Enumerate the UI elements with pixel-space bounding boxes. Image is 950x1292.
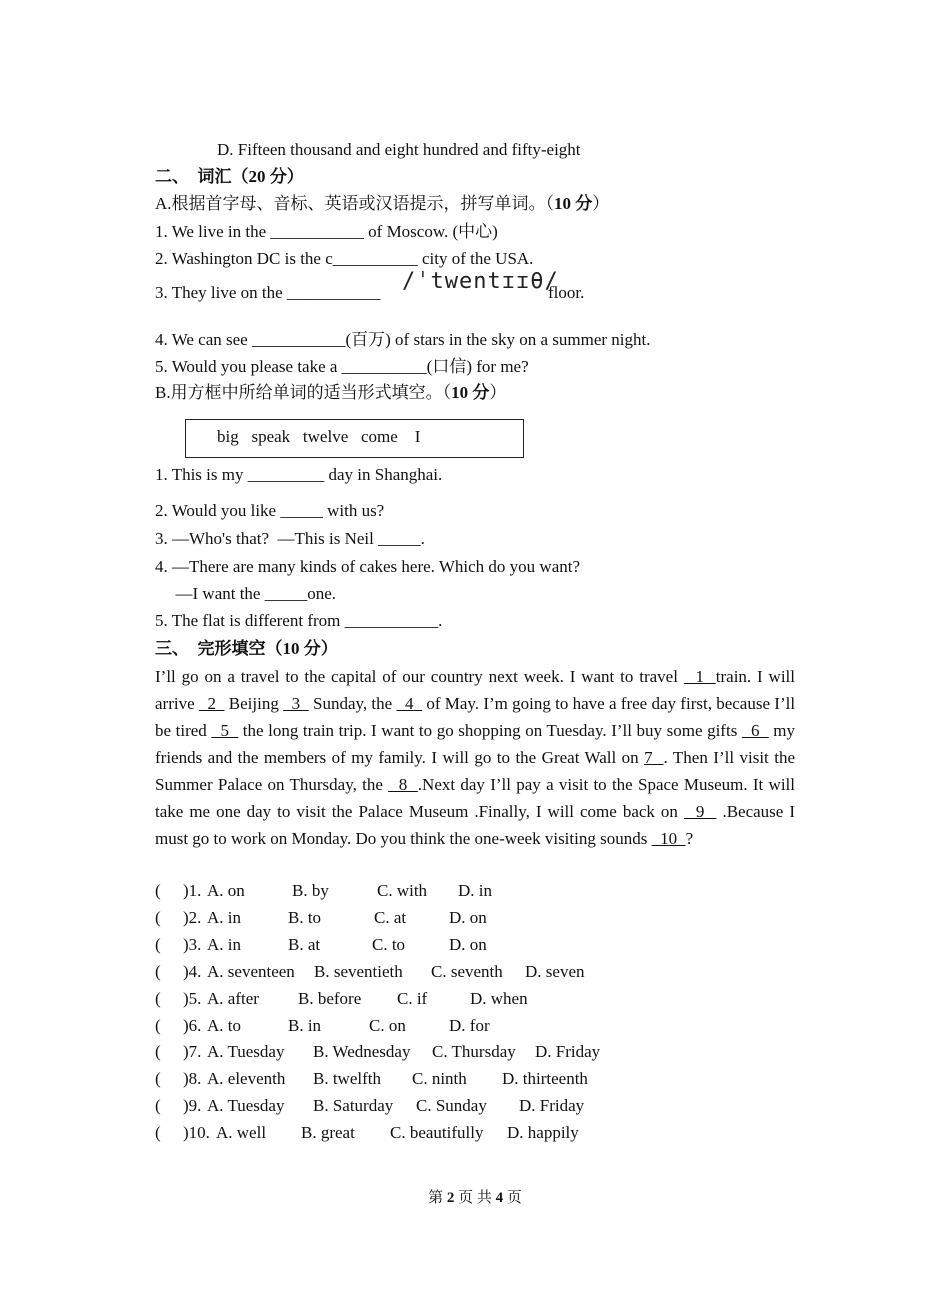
option-c: C. beautifully [390, 1123, 484, 1142]
passage-text: my friends and the members of my family. I will go to the Great Wall on [155, 721, 796, 767]
word-box [185, 419, 524, 458]
question-number: )3. [183, 935, 202, 954]
question-number: )10. [183, 1123, 210, 1142]
answer-paren: ( [155, 1069, 161, 1088]
cloze-blank: 6 [741, 721, 769, 740]
word-box-words: big speak twelve come I [217, 427, 421, 446]
partB-item-1: 1. This is my _________ day in Shanghai. [155, 465, 443, 484]
option-d: D. on [449, 935, 487, 954]
partB-item-2: 2. Would you like _____ with us? [155, 501, 385, 520]
question-number: )5. [183, 989, 202, 1008]
question-number: )2. [183, 908, 202, 927]
cloze-blank: 8 [388, 775, 418, 794]
passage-text: the long train trip. I want to go shopping on Tuesday. I’ll buy some gifts [238, 721, 742, 740]
section2-heading-num: 二、 [155, 167, 189, 186]
partB-item-4-answer: —I want the _____one. [167, 584, 337, 603]
answer-paren: ( [155, 1016, 161, 1035]
option-c: C. if [397, 989, 428, 1008]
answer-paren: ( [155, 908, 161, 927]
question-number: )1. [183, 881, 202, 900]
page-number: 2 [446, 1190, 455, 1206]
question-number: )4. [183, 962, 202, 981]
option-a: A. on [207, 881, 245, 900]
cloze-blank: 10 [651, 829, 686, 848]
answer-paren: ( [155, 1096, 161, 1115]
page-total: 4 [495, 1190, 504, 1206]
cloze-blank: 4 [396, 694, 423, 713]
cloze-blank: 9 [683, 802, 717, 821]
partA-item-3-post: floor. [548, 283, 585, 302]
option-a: A. to [207, 1016, 241, 1035]
answer-paren: ( [155, 1123, 161, 1142]
answer-paren: ( [155, 1042, 161, 1061]
passage-text: .Next day I’ll pay a visit to the Space Museum. It will take me one day to visit the Palace Museum .Finally, I will come back on [155, 775, 796, 821]
option-a: A. Tuesday [207, 1096, 285, 1115]
partA-points: 10 分 [554, 194, 593, 213]
footer-pre: 第 [428, 1190, 447, 1206]
passage-text: Sunday, the [308, 694, 397, 713]
option-c: C. Thursday [432, 1042, 516, 1061]
cloze-blank: 3 [283, 694, 309, 713]
passage-text: . Then I’ll visit the Summer Palace on Thursday, the [155, 748, 795, 794]
option-b: B. Saturday [313, 1096, 394, 1115]
option-c: C. to [372, 935, 406, 954]
partA-instruction-text: A.根据首字母、音标、英语或汉语提示，拼写单词。（ [155, 194, 555, 213]
question-number: )7. [183, 1042, 202, 1061]
option-c: C. seventh [431, 962, 503, 981]
option-b: B. Wednesday [313, 1042, 411, 1061]
section3-heading-text: 完形填空（10 分） [197, 639, 338, 658]
cloze-passage [155, 663, 795, 852]
partB-close: ） [489, 383, 507, 402]
section3-heading-num: 三、 [155, 639, 189, 658]
option-c: C. on [369, 1016, 406, 1035]
option-c: C. with [377, 881, 428, 900]
passage-text: of May. I’m going to have a free day first, because I’ll be tired [155, 694, 796, 740]
option-d: D. on [449, 908, 487, 927]
cloze-blank: 2 [198, 694, 225, 713]
page-footer [0, 1186, 950, 1207]
option-a: A. Tuesday [207, 1042, 285, 1061]
answer-paren: ( [155, 989, 161, 1008]
option-d: D. Friday [535, 1042, 601, 1061]
option-a: A. in [207, 908, 241, 927]
footer-post: 页 [503, 1190, 522, 1206]
section2-heading [155, 166, 304, 188]
answer-paren: ( [155, 881, 161, 900]
option-b: B. twelfth [313, 1069, 381, 1088]
option-d: D. seven [525, 962, 585, 981]
partA-item-1: 1. We live in the ___________ of Moscow. (中心) [155, 222, 498, 241]
answer-paren: ( [155, 962, 161, 981]
partA-instruction [155, 193, 609, 215]
partA-item-4: 4. We can see ___________(百万) of stars in the sky on a summer night. [155, 330, 651, 349]
passage-text: ? [685, 829, 694, 848]
footer-mid: 页 共 [454, 1190, 496, 1206]
option-b: B. in [288, 1016, 322, 1035]
option-b: B. by [292, 881, 329, 900]
question-number: )9. [183, 1096, 202, 1115]
section3-heading [155, 638, 338, 660]
option-b: B. great [301, 1123, 355, 1142]
partB-item-5: 5. The flat is different from ___________. [155, 611, 443, 630]
question-number: )8. [183, 1069, 202, 1088]
partB-instruction [155, 382, 506, 404]
option-a: A. seventeen [207, 962, 295, 981]
option-a: A. after [207, 989, 259, 1008]
partB-item-4: 4. —There are many kinds of cakes here. Which do you want? [155, 557, 581, 576]
option-d: D. Friday [519, 1096, 585, 1115]
partB-item-3: 3. —Who's that? —This is Neil _____. [155, 529, 425, 548]
option-c: C. at [374, 908, 407, 927]
partA-close: ） [592, 194, 610, 213]
partB-points: 10 分 [451, 383, 490, 402]
option-a: A. well [216, 1123, 267, 1142]
partA-item-2: 2. Washington DC is the c__________ city of the USA. [155, 249, 534, 268]
option-d: D. for [449, 1016, 490, 1035]
option-b: B. to [288, 908, 322, 927]
option-c: C. ninth [412, 1069, 467, 1088]
cloze-blank: 1 [683, 667, 716, 686]
option-d: D. when [470, 989, 528, 1008]
passage-text: train. I will arrive [155, 667, 796, 713]
partA-item-3 [155, 282, 380, 304]
passage-text: .Because I must go to work on Monday. Do you think the one-week visiting sounds [155, 802, 795, 848]
cloze-blank: 5 [211, 721, 239, 740]
cloze-blank: 7 [644, 748, 664, 767]
option-d: D. thirteenth [502, 1069, 588, 1088]
option-b: B. at [288, 935, 321, 954]
option-d: D. happily [507, 1123, 579, 1142]
passage-text: I’ll go on a travel to the capital of our country next week. I want to travel [155, 667, 684, 686]
option-d: D. in [458, 881, 492, 900]
phonetic-transcription: /ˈtwentɪɪθ/ [402, 269, 559, 294]
option-c: C. Sunday [416, 1096, 487, 1115]
passage-text: Beijing [224, 694, 284, 713]
top-option: D. Fifteen thousand and eight hundred and fifty-eight [217, 140, 581, 159]
question-number: )6. [183, 1016, 202, 1035]
option-a: A. eleventh [207, 1069, 286, 1088]
section2-heading-text: 词汇（20 分） [197, 167, 304, 186]
partA-item-5: 5. Would you please take a __________(口信) for me? [155, 357, 529, 376]
option-b: B. before [298, 989, 362, 1008]
answer-paren: ( [155, 935, 161, 954]
option-b: B. seventieth [314, 962, 403, 981]
partA-item-3-text: 3. They live on the ___________ [155, 283, 381, 302]
option-a: A. in [207, 935, 241, 954]
partB-instruction-text: B.用方框中所给单词的适当形式填空。（ [155, 383, 452, 402]
